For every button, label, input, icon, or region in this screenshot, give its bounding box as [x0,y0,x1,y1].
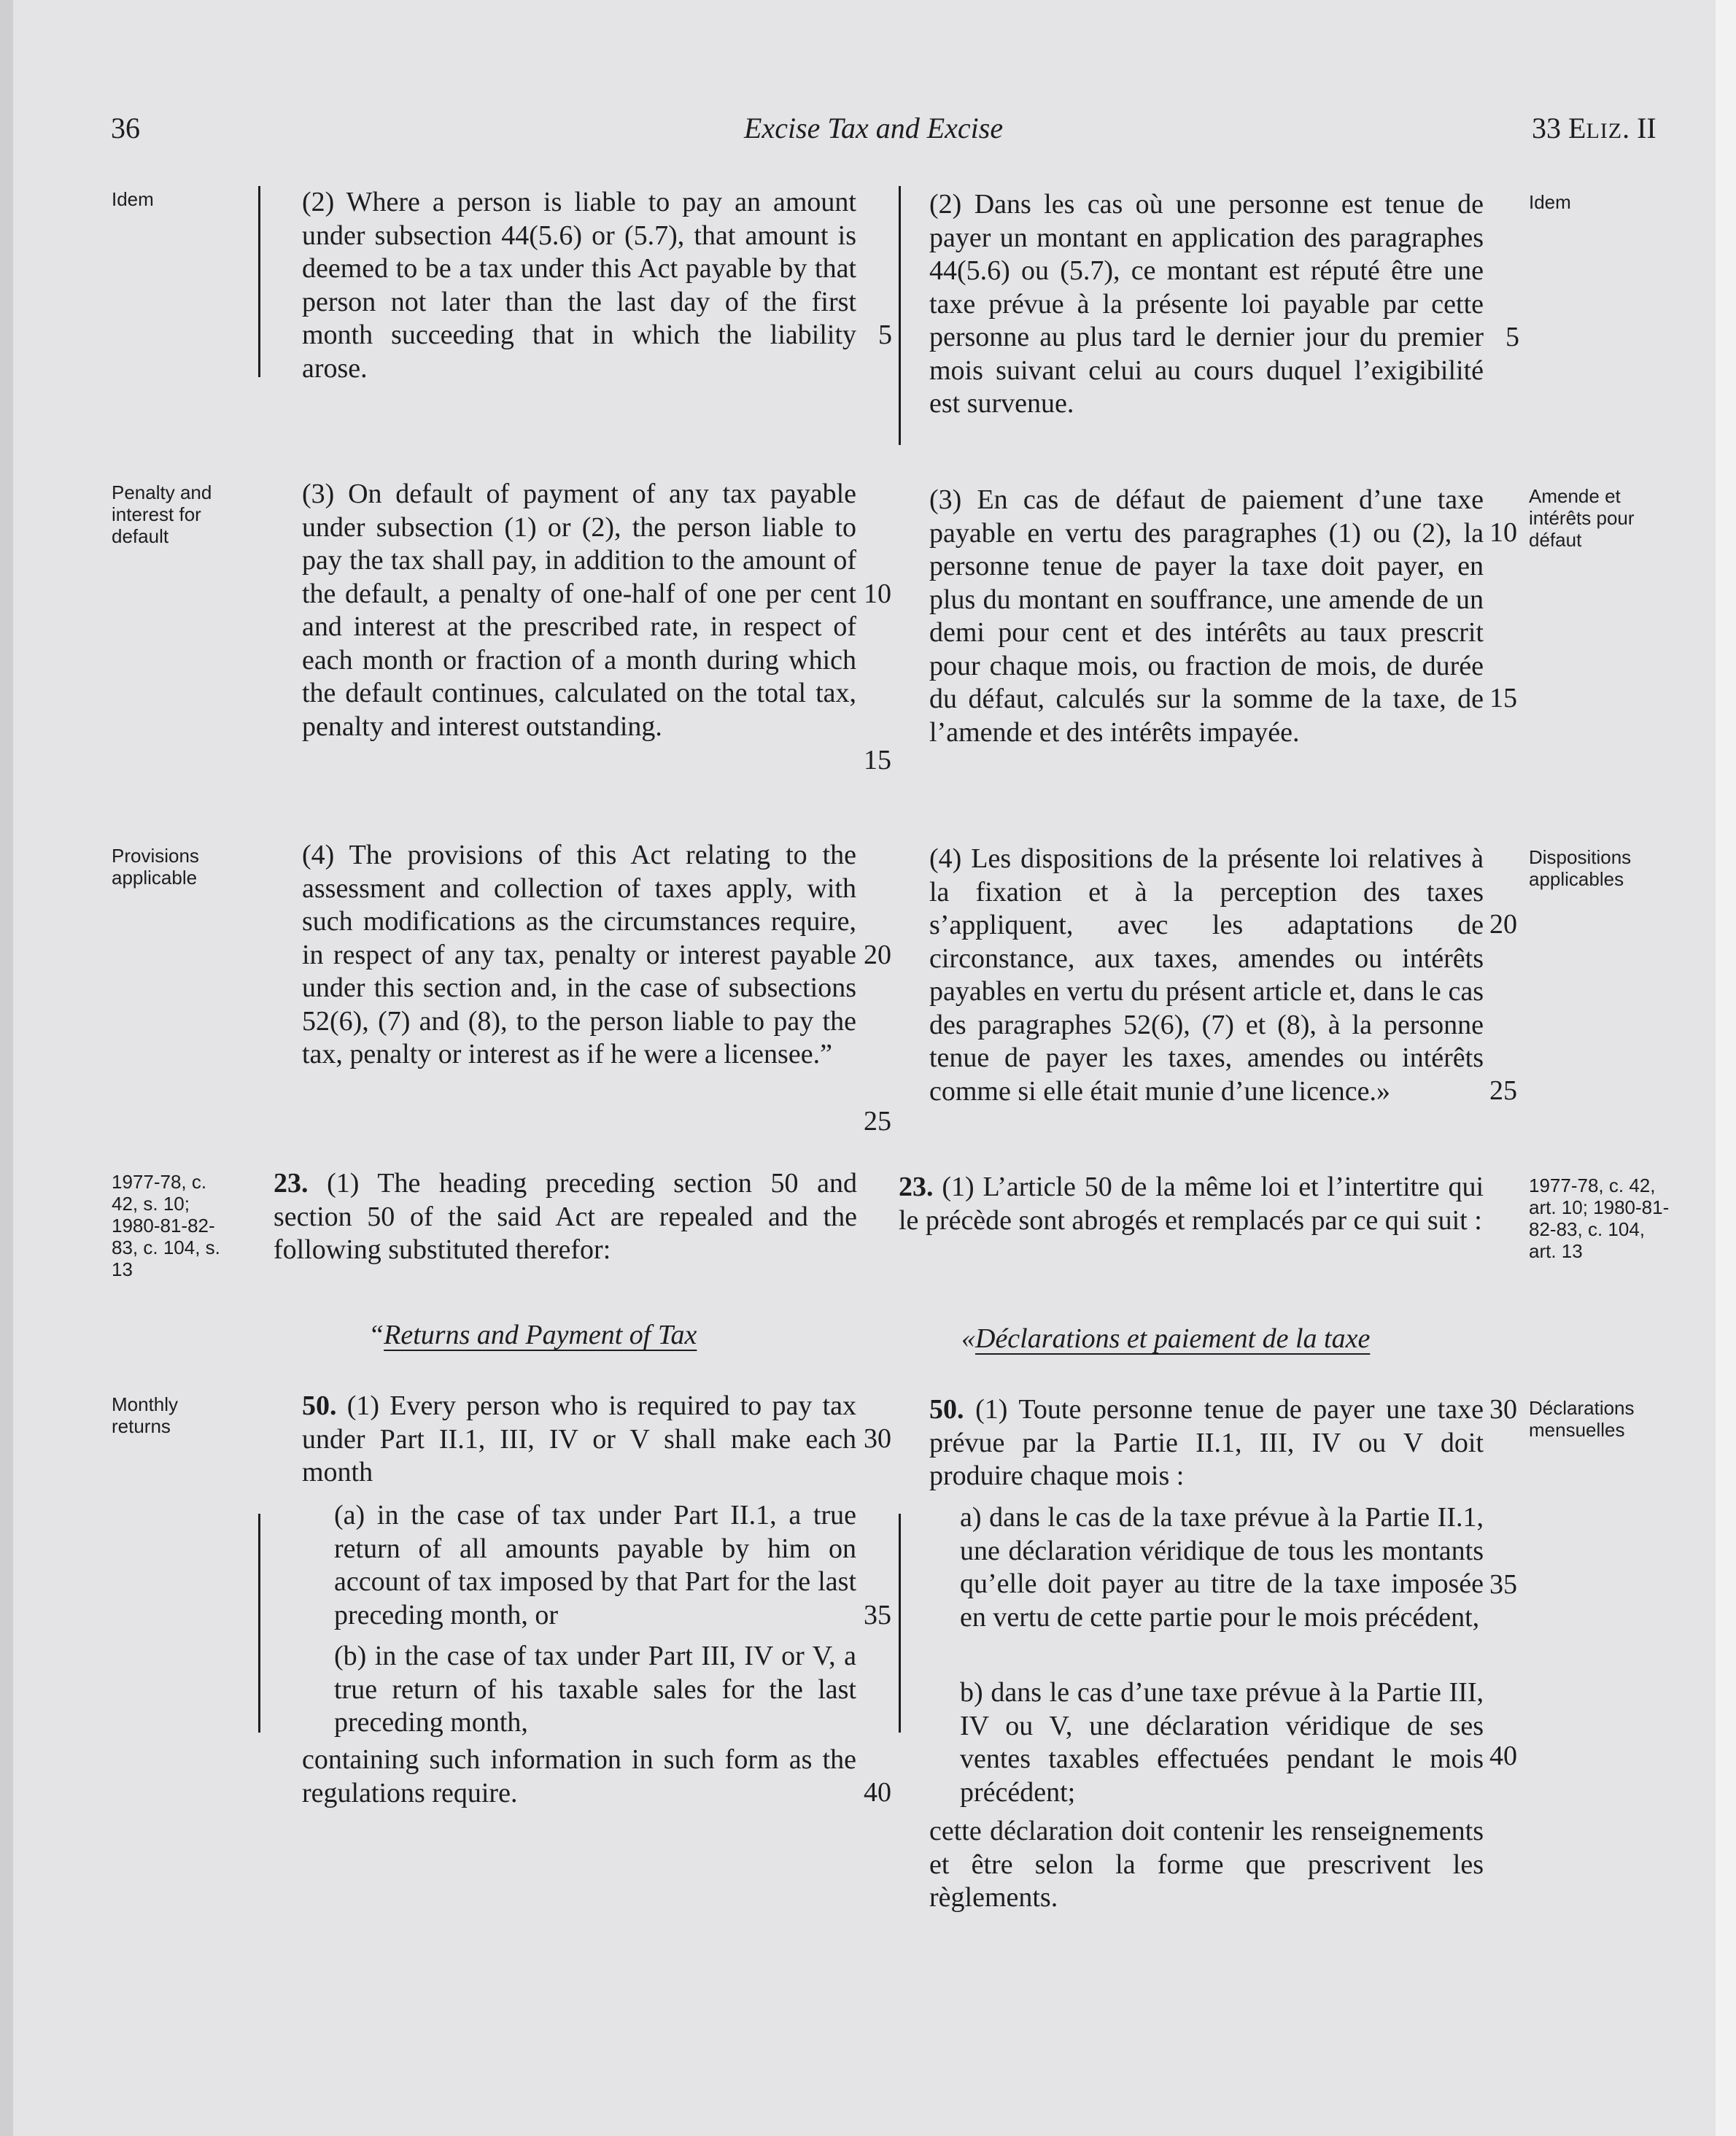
page-edge-left [0,0,13,2136]
margin-note-fr-declarations: Déclarations mensuelles [1529,1397,1635,1441]
en-subsection-3: (3) On default of payment of any tax payable under subsection (1) or (2), the person liable to pay the tax shall pay, in addition to the amount of the default, a penalty of one-half of one per cent and interest at the prescribed rate, in respect of each month or fraction of a month during which the default continues, calculated on the total tax, penalty and interest outstanding. [302,479,856,742]
line-number-fr: 20 [1489,909,1517,940]
margin-note-en-citation: 1977-78, c. 42, s. 10; 1980-81-82-83, c. 104, s. 13 [112,1171,220,1280]
running-title: Excise Tax and Excise [744,112,1004,144]
line-number-en: 5 [878,320,892,350]
fr-closing: cette déclaration doit contenir les renseignements et être selon la forme que prescrivent les règlements. [929,1816,1484,1913]
page-number: 36 [111,112,140,144]
line-number-fr: 25 [1489,1075,1517,1106]
line-number-fr: 15 [1489,683,1517,713]
fr-section-23: 23. (1) L’article 50 de la même loi et l’intertitre qui le précède sont abrogés et remplacés par ce qui suit : [899,1172,1484,1236]
en-subsection-2: (2) Where a person is liable to pay an amount under subsection 44(5.6) or (5.7), that amount is deemed to be a tax under this Act payable by that person not later than the last day of the first month succeeding that in which the liability arose. [302,187,856,384]
en-subsection-4: (4) The provisions of this Act relating to the assessment and collection of taxes apply, with such modifications as the circumstances require, in respect of any tax, penalty or interest payable under this section and, in the case of subsections 52(6), (7) and (8), to the person liable to pay the tax, penalty or interest as if he were a licensee.” [302,840,856,1069]
line-number-en: 20 [864,940,891,970]
line-number-en: 25 [864,1106,891,1137]
fr-subsection-3: (3) En cas de défaut de paiement d’une taxe payable en vertu des paragraphes (1) ou (2), la personne tenue de payer la taxe doit payer, en plus du montant en souffrance, une amende de un demi pour cent et des intérêts au taux prescrit pour chaque mois, ou fraction de mois, de durée du défaut, calculés sur la somme de la taxe, de l’amende et des intérêts impayée. [929,484,1484,748]
margin-note-en-provisions: Provisions applicable [112,845,199,889]
change-bar-en-2 [258,1514,260,1733]
margin-note-en-idem: Idem [112,188,154,210]
fr-paragraph-a: a) dans le cas de la taxe prévue à la Partie II.1, une déclaration véridique de tous les montants qu’elle doit payer au titre de la taxe imposée en vertu de cette partie pour le mois précédent, [960,1502,1484,1633]
margin-note-en-monthly-returns: Monthly returns [112,1393,179,1437]
fr-subsection-2: (2) Dans les cas où une personne est tenue de payer un montant en application des paragraphes 44(5.6) ou (5.7), ce montant est réputé être une taxe prévue à la présente loi payable par cette personne au plus tard le dernier jour du premier mois suivant celui au cours duquel l’exigibilité est survenue. [929,189,1484,419]
line-number-en: 15 [864,745,891,775]
en-heading: “Returns and Payment of Tax [368,1320,697,1350]
line-number-en: 40 [864,1777,891,1808]
line-number-fr: 30 [1489,1394,1517,1425]
page-edge-right [1716,0,1736,2136]
change-bar-fr-1 [899,186,901,445]
line-number-en: 10 [864,578,891,609]
en-closing: containing such information in such form as the regulations require. [302,1744,856,1808]
fr-heading: «Déclarations et paiement de la taxe [961,1323,1371,1354]
margin-note-fr-dispositions: Dispositions applicables [1529,846,1632,890]
fr-paragraph-b: b) dans le cas d’une taxe prévue à la Partie III, IV ou V, une déclaration véridique de ses ventes taxables effectuées pendant le mois précédent; [960,1677,1484,1808]
change-bar-en-1 [258,186,260,377]
line-number-fr: 10 [1489,517,1517,548]
margin-note-fr-idem: Idem [1529,191,1571,213]
regnal-year: 33 ELIZ. II [1532,112,1656,144]
en-section-23: 23. (1) The heading preceding section 50 and section 50 of the said Act are repealed and the following substituted therefor: [274,1168,857,1265]
change-bar-fr-2 [899,1514,901,1733]
en-paragraph-b: (b) in the case of tax under Part III, IV or V, a true return of his taxable sales for the last preceding month, [334,1641,856,1738]
en-section-50: 50. (1) Every person who is required to pay tax under Part II.1, III, IV or V shall make each month [302,1390,856,1487]
margin-note-en-penalty: Penalty and interest for default [112,481,212,547]
margin-note-fr-citation: 1977-78, c. 42, art. 10; 1980-81-82-83, c. 104, art. 13 [1529,1175,1670,1262]
fr-section-50: 50. (1) Toute personne tenue de payer une taxe prévue par la Partie II.1, III, IV ou V doit produire chaque mois : [929,1394,1484,1491]
line-number-en: 35 [864,1600,891,1630]
line-number-fr: 5 [1506,322,1519,352]
line-number-fr: 40 [1489,1741,1517,1771]
margin-note-fr-amende: Amende et intérêts pour défaut [1529,485,1635,551]
line-number-en: 30 [864,1423,891,1454]
en-paragraph-a: (a) in the case of tax under Part II.1, a true return of all amounts payable by him on account of tax imposed by that Part for the last preceding month, or [334,1500,856,1630]
line-number-fr: 35 [1489,1569,1517,1600]
fr-subsection-4: (4) Les dispositions de la présente loi relatives à la fixation et à la perception des taxes s’appliquent, avec les adaptations de circonstance, aux taxes, amendes ou intérêts payables en vertu du présent article et, dans le cas des paragraphes 52(6), (7) et (8), à la personne tenue de payer les taxes, amendes ou intérêts comme si elle était munie d’une licence.» [929,843,1484,1107]
